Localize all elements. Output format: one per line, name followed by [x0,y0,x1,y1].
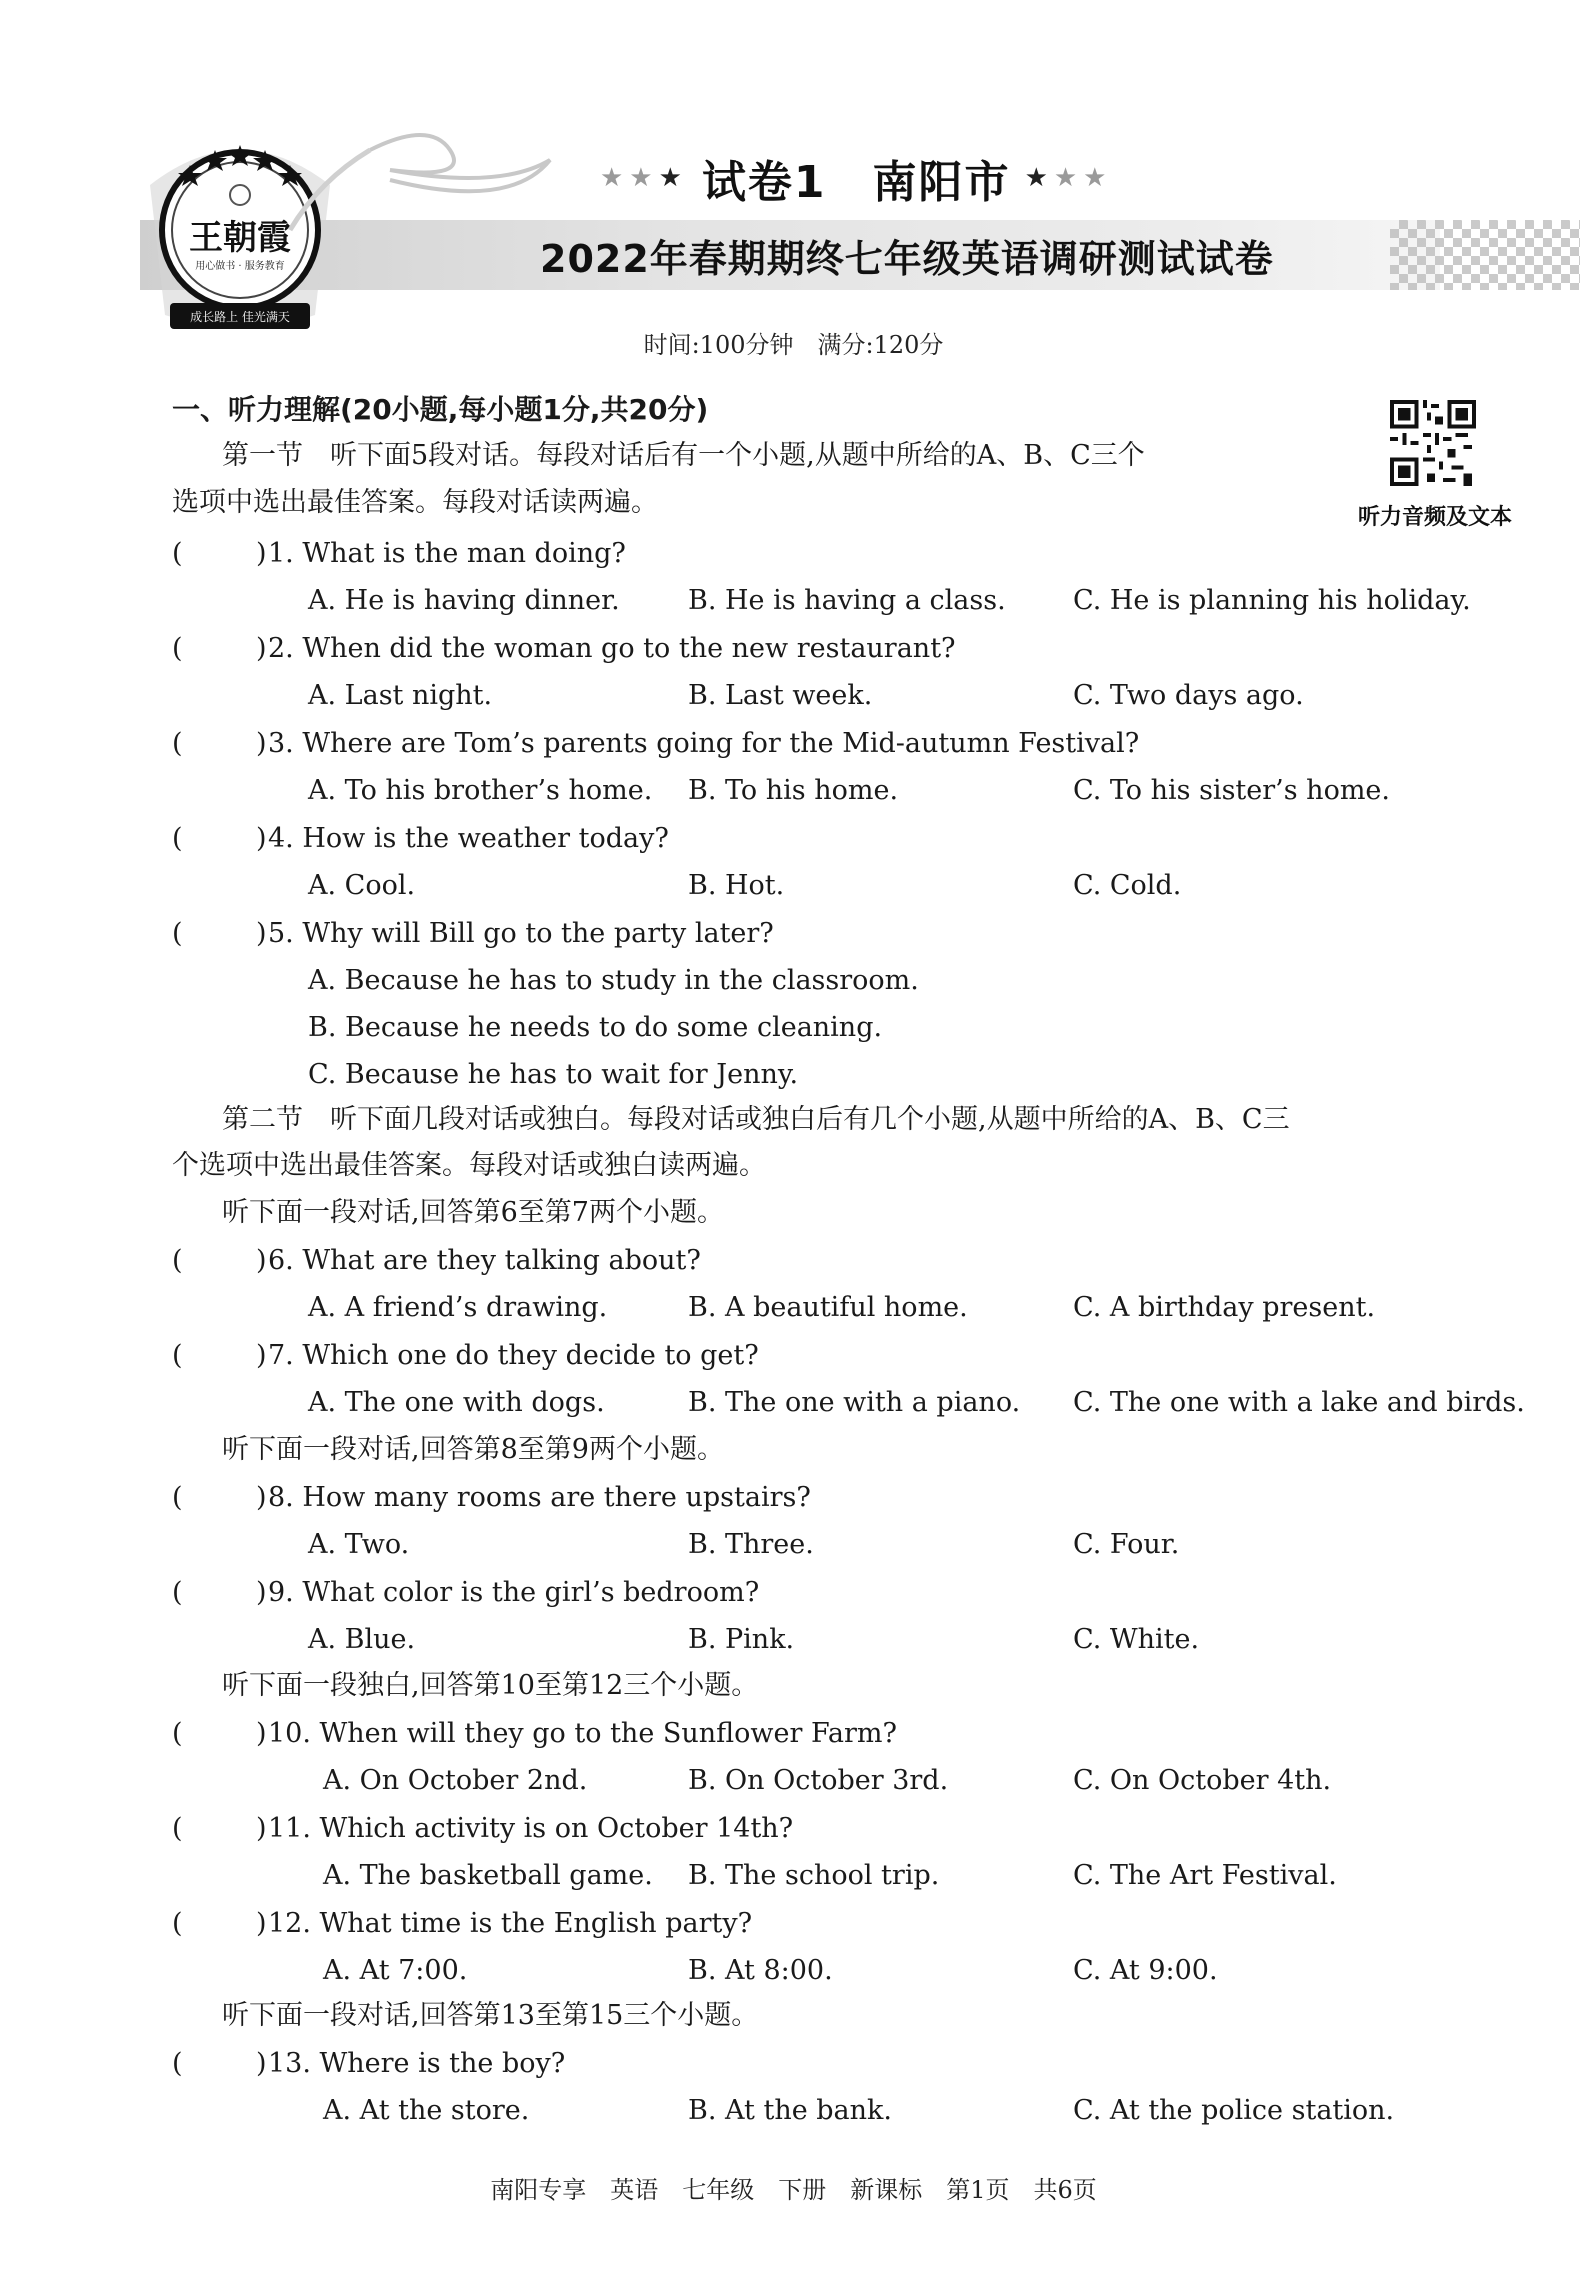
answer-blank-open: ( [172,1482,183,1513]
paper-title: 试卷1 南阳市 [701,157,1011,208]
answer-blank-open: ( [172,728,183,759]
option-a: A. Last night. [308,680,493,711]
question-text: 5. Why will Bill go to the party later? [268,918,774,949]
part2-instruction-line2: 个选项中选出最佳答案。每段对话或独白读两遍。 [172,1150,766,1181]
question-text: 11. Which activity is on October 14th? [268,1813,794,1844]
option-c: C. To his sister’s home. [1073,775,1390,806]
option-c: C. On October 4th. [1073,1765,1332,1796]
note-q13-15: 听下面一段对话,回答第13至第15三个小题。 [222,2000,759,2031]
option-c: C. White. [1073,1624,1200,1655]
option-c: C. At the police station. [1073,2095,1395,2126]
option-a: A. On October 2nd. [323,1765,588,1796]
answer-blank-open: ( [172,1813,183,1844]
option-a: A. Because he has to study in the classroom. [308,965,919,996]
option-b: B. Three. [688,1529,814,1560]
question-text: 2. When did the woman go to the new restaurant? [268,633,956,664]
option-c: C. A birthday present. [1073,1292,1376,1323]
question-text: 7. Which one do they decide to get? [268,1340,759,1371]
answer-blank-close: ) [256,728,267,759]
option-c: C. He is planning his holiday. [1073,585,1471,616]
qr-caption: 听力音频及文本 [1357,505,1512,530]
question-text: 8. How many rooms are there upstairs? [268,1482,811,1513]
exam-title: 2022年春期期终七年级英语调研测试试卷 [540,237,1274,281]
answer-blank-open: ( [172,1718,183,1749]
question-text: 4. How is the weather today? [268,823,669,854]
star-decoration-left: ★★★ [600,163,688,193]
option-b: B. On October 3rd. [688,1765,949,1796]
answer-blank-close: ) [256,633,267,664]
answer-blank-open: ( [172,1245,183,1276]
answer-blank-close: ) [256,538,267,569]
answer-blank-close: ) [256,1718,267,1749]
option-a: A. Two. [308,1529,410,1560]
option-b: B. Pink. [688,1624,795,1655]
answer-blank-close: ) [256,1813,267,1844]
answer-blank-open: ( [172,1908,183,1939]
answer-blank-close: ) [256,823,267,854]
question-text: 6. What are they talking about? [268,1245,701,1276]
question-text: 13. Where is the boy? [268,2048,566,2079]
option-a: A. The basketball game. [323,1860,653,1891]
answer-blank-open: ( [172,538,183,569]
option-b: B. A beautiful home. [688,1292,968,1323]
answer-blank-close: ) [256,1577,267,1608]
logo-ribbon-text: 成长路上 佳光满天 [190,310,290,324]
answer-blank-open: ( [172,823,183,854]
part1-instruction-line1: 第一节 听下面5段对话。每段对话后有一个小题,从题中所给的A、B、C三个 [222,440,1145,471]
option-c: C. Because he has to wait for Jenny. [308,1059,799,1090]
star-decoration-right: ★★★ [1024,163,1113,193]
option-b: B. To his home. [688,775,899,806]
answer-blank-open: ( [172,2048,183,2079]
time-info: 时间:100分钟 满分:120分 [643,331,944,359]
option-b: B. At 8:00. [688,1955,833,1986]
option-a: A. The one with dogs. [308,1387,605,1418]
answer-blank-open: ( [172,918,183,949]
question-text: 12. What time is the English party? [268,1908,753,1939]
option-c: C. Cold. [1073,870,1182,901]
question-text: 3. Where are Tom’s parents going for the Mid-autumn Festival? [268,728,1140,759]
note-q8-9: 听下面一段对话,回答第8至第9两个小题。 [222,1434,724,1465]
answer-blank-close: ) [256,1340,267,1371]
note-q6-7: 听下面一段对话,回答第6至第7两个小题。 [222,1197,724,1228]
section-title: 一、听力理解(20小题,每小题1分,共20分) [172,393,709,426]
answer-blank-close: ) [256,918,267,949]
option-b: B. The school trip. [688,1860,940,1891]
answer-blank-close: ) [256,1245,267,1276]
question-text: 9. What color is the girl’s bedroom? [268,1577,760,1608]
option-a: A. At the store. [323,2095,530,2126]
option-a: A. He is having dinner. [308,585,620,616]
logo-name: 王朝霞 [189,218,291,258]
option-b: B. Hot. [688,870,785,901]
option-c: C. At 9:00. [1073,1955,1218,1986]
answer-blank-open: ( [172,1340,183,1371]
option-c: C. Two days ago. [1073,680,1304,711]
option-b: B. Because he needs to do some cleaning. [308,1012,883,1043]
answer-blank-close: ) [256,1482,267,1513]
option-b: B. At the bank. [688,2095,892,2126]
logo-slogan: 用心做书 · 服务教育 [195,261,285,272]
answer-blank-open: ( [172,633,183,664]
answer-blank-close: ) [256,1908,267,1939]
option-a: A. Blue. [308,1624,416,1655]
part2-instruction-line1: 第二节 听下面几段对话或独白。每段对话或独白后有几个小题,从题中所给的A、B、C三 [222,1104,1290,1135]
option-b: B. Last week. [688,680,873,711]
page-footer: 南阳专享 英语 七年级 下册 新课标 第1页 共6页 [490,2176,1097,2204]
option-b: B. He is having a class. [688,585,1006,616]
question-text: 1. What is the man doing? [268,538,626,569]
option-c: C. The Art Festival. [1073,1860,1337,1891]
option-a: A. Cool. [308,870,416,901]
question-text: 10. When will they go to the Sunflower Farm? [268,1718,897,1749]
option-b: B. The one with a piano. [688,1387,1021,1418]
option-a: A. A friend’s drawing. [308,1292,608,1323]
answer-blank-close: ) [256,2048,267,2079]
option-c: C. Four. [1073,1529,1180,1560]
answer-blank-open: ( [172,1577,183,1608]
option-c: C. The one with a lake and birds. [1073,1387,1525,1418]
option-a: A. At 7:00. [323,1955,468,1986]
part1-instruction-line2: 选项中选出最佳答案。每段对话读两遍。 [172,487,658,518]
option-a: A. To his brother’s home. [308,775,653,806]
note-q10-12: 听下面一段独白,回答第10至第12三个小题。 [222,1670,759,1701]
